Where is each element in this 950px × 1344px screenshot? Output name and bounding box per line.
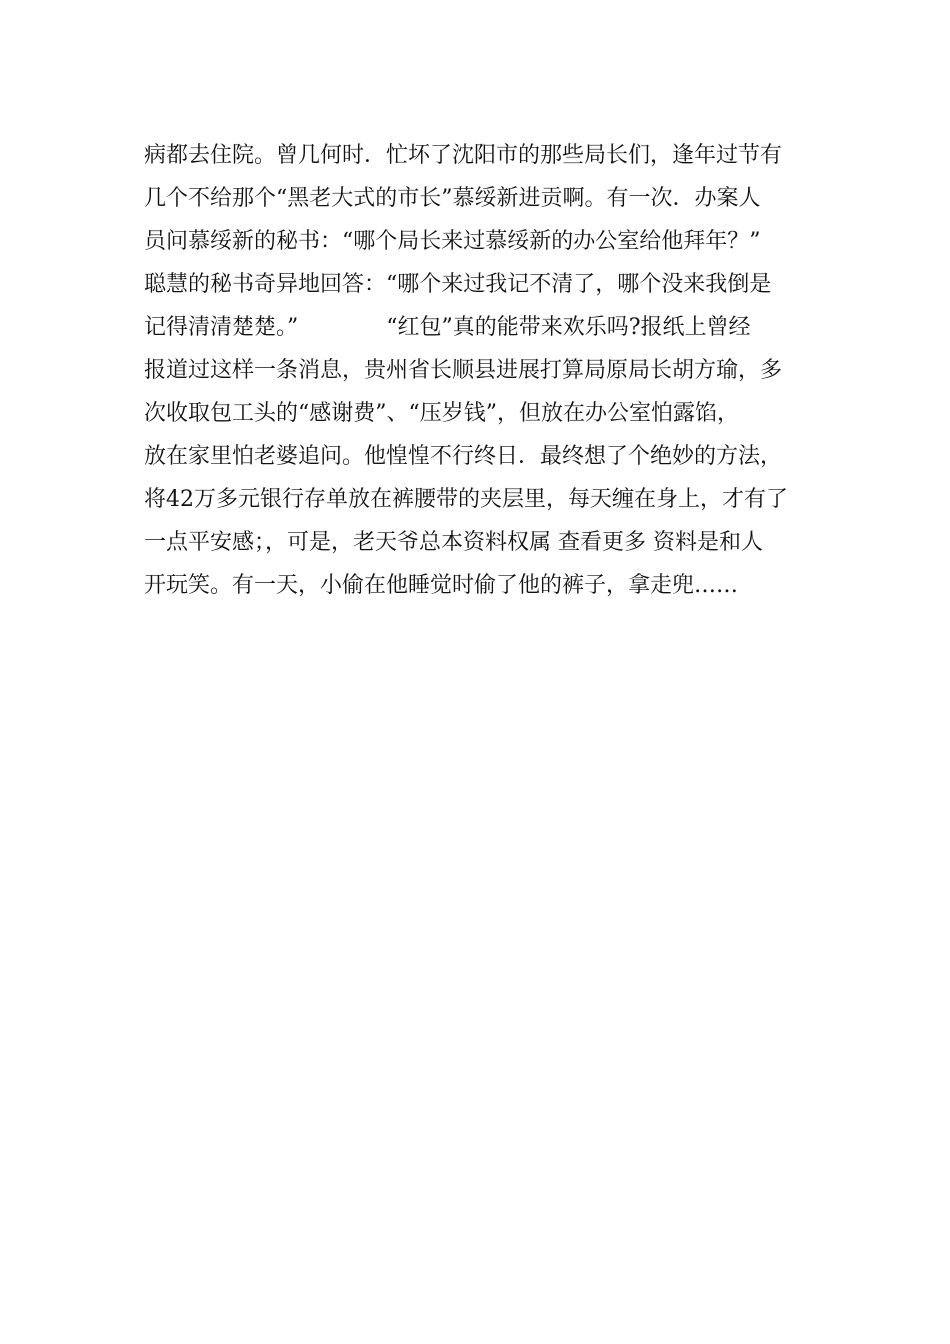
text-line: 聪慧的秘书奇异地回答：“哪个来过我记不清了，哪个没来我倒是 (144, 272, 772, 297)
text-line: 次收取包工头的“感谢费”、“压岁钱”，但放在办公室怕露馅， (144, 401, 739, 426)
text-line: 开玩笑。有一天，小偷在他睡觉时偷了他的裤子，拿走兜…… (144, 573, 739, 598)
text-line: 几个不给那个“黑老大式的市长”慕绥新进贡啊。有一次．办案人 (144, 186, 761, 211)
body-text (144, 134, 814, 607)
text-line: 病都去住院。曾几何时．忙坏了沈阳市的那些局长们，逢年过节有 (144, 143, 783, 168)
text-line: 放在家里怕老婆追问。他惶惶不行终日．最终想了个绝妙的方法， (144, 444, 783, 469)
text-line: 记得清清楚楚。” “红包”真的能带来欢乐吗?报纸上曾经 (144, 315, 751, 340)
text-line: 报道过这样一条消息，贵州省长顺县进展打算局原局长胡方瑜，多 (144, 358, 783, 383)
text-line: 员问慕绥新的秘书：“哪个局长来过慕绥新的办公室给他拜年？” (144, 229, 761, 254)
text-line: 将42万多元银行存单放在裤腰带的夹层里，每天缠在身上，才有了 (144, 487, 788, 512)
text-line: 一点平安感；，可是，老天爷总本资料权属 查看更多 资料是和人 (144, 530, 763, 555)
